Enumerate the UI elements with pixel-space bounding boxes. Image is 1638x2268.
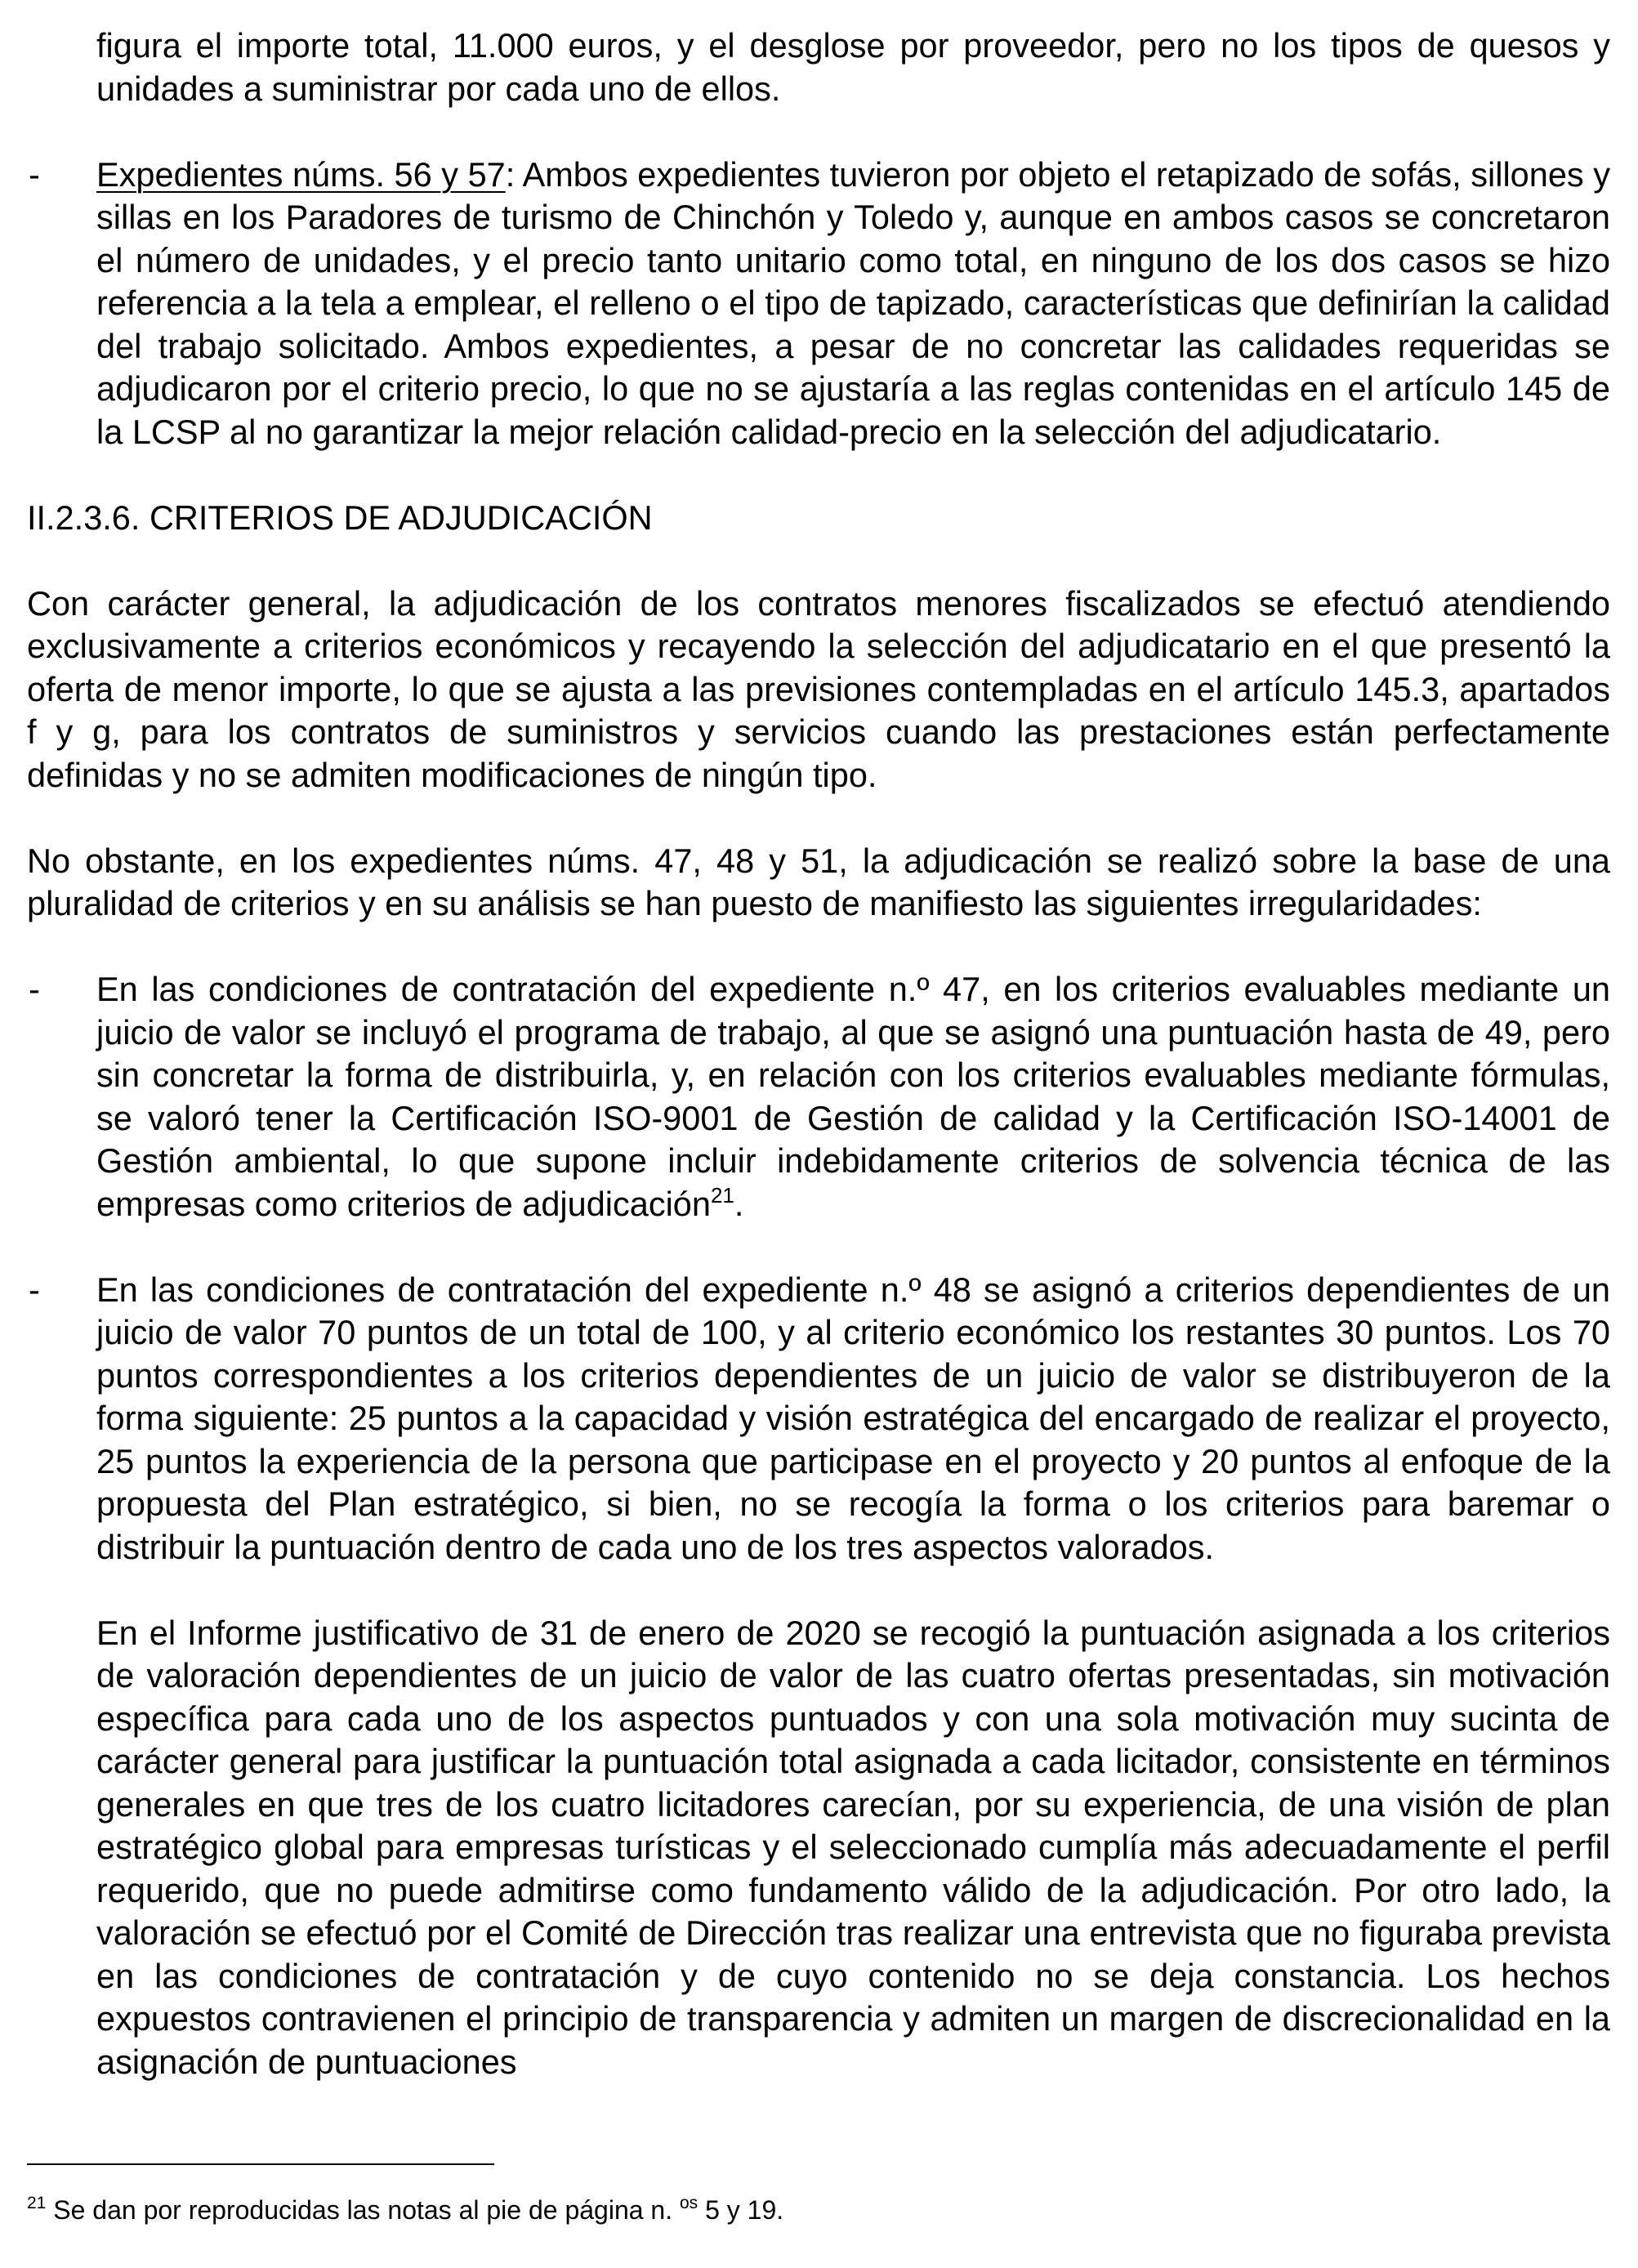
footnote-text: Se dan por reproducidas las notas al pie de página n. (46, 2195, 680, 2225)
paragraph-no-obstante: No obstante, en los expedientes núms. 47, 48 y 51, la adjudicación se realizó sobre la base de una pluralidad de criterios y en su análisis se han puesto de manifiesto las siguientes irregularidades: (27, 841, 1610, 922)
spacer (27, 539, 1610, 583)
list-item-text: En las condiciones de contratación del expediente n.º 48 se asignó a criterios dependientes de un juicio de valor 70 puntos de un total de 100, y al criterio económico los restantes 30 puntos. Los 70 puntos correspondientes a los criterios dependientes de un juicio de valor se distribuyeron de la forma siguiente: 25 puntos a la capacidad y visión estratégica del encargado de realizar el proyecto, 25 puntos la experiencia de la persona que participase en el proyecto y 20 puntos al enfoque de la propuesta del Plan estratégico, si bien, no se recogía la forma o los criterios para baremar o distribuir la puntuación dentro de cada uno de los tres aspectos valorados. (96, 1270, 1610, 1566)
footnote-21 (27, 2193, 1610, 2227)
list-item-expediente-48 (27, 1269, 1610, 2084)
continued-paragraph: figura el importe total, 11.000 euros, y el desglose por proveedor, pero no los tipos de quesos y unidades a suministrar por cada uno de ellos. (96, 26, 1610, 108)
footnote-separator (27, 2163, 494, 2165)
list-item-expedientes-56-57 (27, 154, 1610, 454)
footnote-number: 21 (27, 2194, 47, 2212)
section-heading: II.2.3.6. CRITERIOS DE ADJUDICACIÓN (27, 498, 653, 537)
spacer (96, 1569, 1610, 1612)
list-dash: - (29, 154, 40, 194)
spacer (27, 1226, 1610, 1269)
spacer (27, 110, 1610, 154)
paragraph-general: Con carácter general, la adjudicación de los contratos menores fiscalizados se efectuó atendiendo exclusivamente a criterios económicos y recayendo la selección del adjudicatario en el que presentó la oferta de menor importe, lo que se ajusta a las previsiones contempladas en el artículo 145.3, apartados f y g, para los contratos de suministros y servicios cuando las prestaciones están perfectamente definidas y no se admiten modificaciones de ningún tipo. (27, 583, 1610, 794)
list-dash: - (29, 970, 40, 1008)
list-item-body: En las condiciones de contratación del expediente n.º 47, en los criterios evaluables mediante un juicio de valor se incluyó el programa de trabajo, al que se asignó una puntuación hasta de 49, pero sin concretar la forma de distribuirla, y, en relación con los criterios evaluables mediante fórmulas, se valoró tener la Certificación ISO-9001 de Gestión de calidad y la Certificación ISO-14001 de Gestión ambiental, lo que supone incluir indebidamente criterios de solvencia técnica de las empresas como criterios de adjudicación (96, 970, 1610, 1223)
list-item-expediente-47 (27, 968, 1610, 1226)
footnote-text-end: 5 y 19. (698, 2195, 784, 2225)
paragraph-informe: En el Informe justificativo de 31 de enero de 2020 se recogió la puntuación asignada a los criterios de valoración dependientes de un juicio de valor de las cuatro ofertas presentadas, sin motivación específica para cada uno de los aspectos puntuados y con una sola motivación muy sucinta de carácter general para justificar la puntuación total asignada a cada licitador, consistente en términos generales en que tres de los cuatro licitadores carecían, por su experiencia, de una visión de plan estratégico global para empresas turísticas y el seleccionado cumplía más adecuadamente el perfil requerido, que no puede admitirse como fundamento válido de la adjudicación. Por otro lado, la valoración se efectuó por el Comité de Dirección tras realizar una entrevista que no figuraba prevista en las condiciones de contratación y de cuyo contenido no se deja constancia. Los hechos expuestos contravienen el principio de transparencia y admiten un margen de discrecionalidad en la asignación de puntuaciones (96, 1613, 1610, 2081)
underlined-label: Expedientes núms. 56 y 57 (96, 154, 506, 194)
spacer (27, 797, 1610, 840)
document-body (27, 25, 1610, 2083)
list-item-text (96, 968, 1610, 1226)
spacer (27, 453, 1610, 497)
spacer (27, 926, 1610, 969)
sentence-end: . (734, 1184, 744, 1223)
footnote-superscript: os (680, 2194, 698, 2212)
list-item-text (96, 154, 1610, 454)
footnote-reference[interactable]: 21 (710, 1182, 734, 1208)
list-item-body: : Ambos expedientes tuvieron por objeto el retapizado de sofás, sillones y sillas en los Paradores de turismo de Chinchón y Toledo y, aunque en ambos casos se concretaron el número de unidades, y el precio tanto unitario como total, en ninguno de los dos casos se hizo referencia a la tela a emplear, el relleno o el tipo de tapizado, características que definirían la calidad del trabajo solicitado. Ambos expedientes, a pesar de no concretar las calidades requeridas se adjudicaron por el criterio precio, lo que no se ajustaría a las reglas contenidas en el artículo 145 de la LCSP al no garantizar la mejor relación calidad-precio en la selección del adjudicatario. (96, 154, 1610, 451)
list-dash: - (29, 1270, 40, 1309)
